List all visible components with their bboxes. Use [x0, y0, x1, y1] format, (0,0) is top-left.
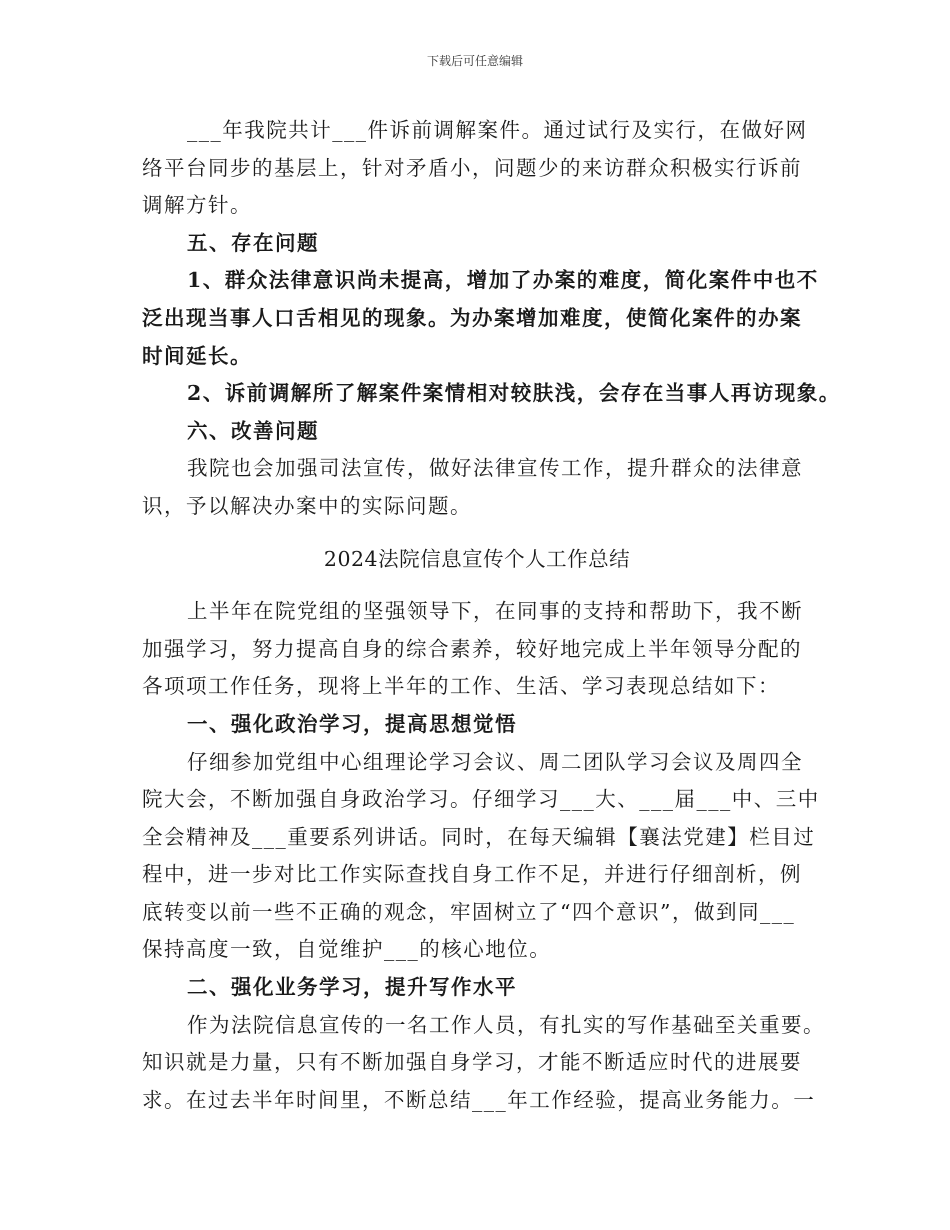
paragraph-line: 作为法院信息宣传的一名工作人员，有扎实的写作基础至关重要。 — [187, 1012, 825, 1037]
paragraph-line: 知识就是力量，只有不断加强自身学习，才能不断适应时代的进展要 — [142, 1050, 802, 1075]
paragraph-line: 上半年在院党组的坚强领导下，在同事的支持和帮助下，我不断 — [187, 599, 803, 624]
paragraph-line: ___年我院共计___件诉前调解案件。通过试行及实行，在做好网 — [187, 118, 808, 142]
paragraph-line: 各项项工作任务，现将上半年的工作、生活、学习表现总结如下： — [142, 674, 780, 699]
paragraph-line: 2、诉前调解所了解案件案情相对较肤浅，会存在当事人再访现象。 — [187, 381, 841, 406]
page-header: 下载后可任意编辑 — [426, 54, 523, 68]
paragraph-line: 加强学习，努力提高自身的综合素养，较好地完成上半年领导分配的 — [142, 636, 802, 661]
document-title: 2024法院信息宣传个人工作总结 — [323, 546, 631, 571]
paragraph-line: 保持高度一致，自觉维护___的核心地位。 — [142, 937, 552, 962]
paragraph-line: 识，予以解决办案中的实际问题。 — [142, 493, 472, 518]
paragraph-line: 我院也会加强司法宣传，做好法律宣传工作，提升群众的法律意 — [187, 456, 803, 481]
section-heading-improvement: 六、改善问题 — [187, 418, 319, 443]
paragraph-line: 底转变以前一些不正确的观念，牢固树立了“四个意识”，做到同___ — [142, 899, 796, 924]
paragraph-line: 泛出现当事人口舌相见的现象。为办案增加难度，使简化案件的办案 — [142, 305, 802, 330]
paragraph-line: 仔细参加党组中心组理论学习会议、周二团队学习会议及周四全 — [187, 749, 803, 774]
paragraph-line: 全会精神及___重要系列讲话。同时，在每天编辑【襄法党建】栏目过 — [142, 824, 816, 849]
section-heading-political-study: 一、强化政治学习，提高思想觉悟 — [187, 711, 517, 736]
section-heading-problems: 五、存在问题 — [187, 230, 319, 255]
section-heading-business-study: 二、强化业务学习，提升写作水平 — [187, 975, 517, 1000]
paragraph-line: 求。在过去半年时间里，不断总结___年工作经验，提高业务能力。一 — [142, 1087, 816, 1112]
paragraph-line: 络平台同步的基层上，针对矛盾小，问题少的来访群众积极实行诉前 — [142, 155, 802, 180]
paragraph-line: 院大会，不断加强自身政治学习。仔细学习___大、___届___中、三中 — [142, 787, 820, 812]
document-body — [142, 112, 841, 1119]
paragraph-line: 1、群众法律意识尚未提高，增加了办案的难度，简化案件中也不 — [187, 268, 819, 293]
paragraph-line: 调解方针。 — [142, 193, 252, 218]
paragraph-line: 时间延长。 — [142, 343, 252, 368]
paragraph-line: 程中，进一步对比工作实际查找自身工作不足，并进行仔细剖析，例 — [142, 862, 802, 887]
